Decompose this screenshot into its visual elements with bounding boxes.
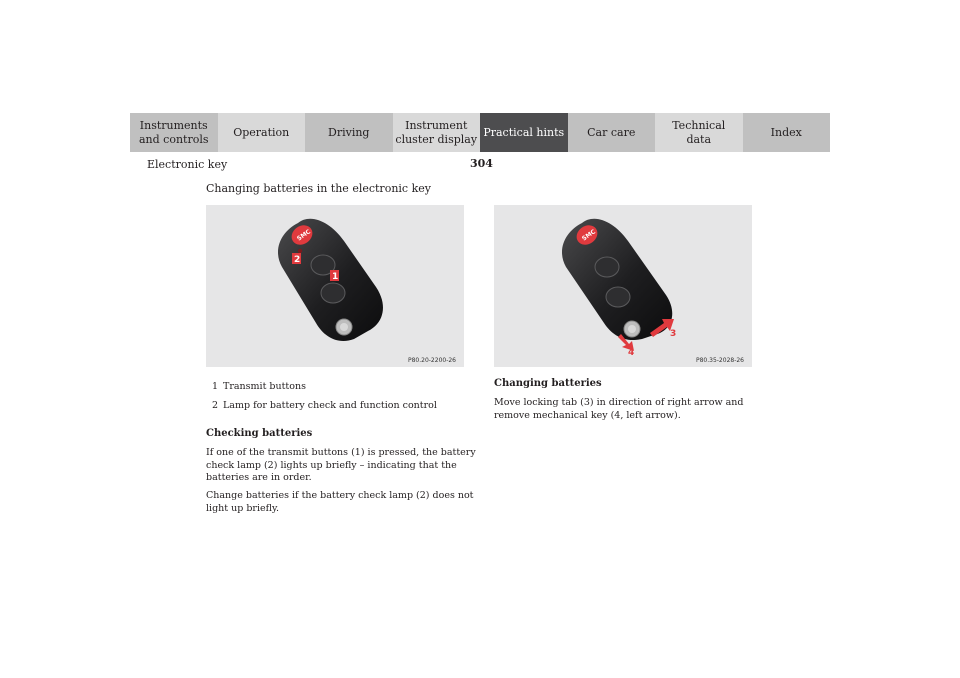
- figure-code: P80.35-2028-26: [695, 357, 744, 364]
- callout-2: 2: [294, 255, 301, 265]
- checking-paragraph-1: If one of the transmit buttons (1) is pressed, the battery check lamp (2) lights up briefly – indicating that the batteries are in order.: [206, 447, 476, 483]
- tab-index[interactable]: Index: [743, 113, 831, 152]
- tab-driving[interactable]: Driving: [305, 113, 393, 152]
- callout-1: 1: [332, 272, 339, 282]
- transmit-button-upper: [595, 257, 619, 277]
- legend-number: 1: [212, 381, 219, 392]
- svg-text:SMC: SMC: [295, 228, 312, 243]
- tab-instruments-and-controls[interactable]: Instruments and controls: [130, 113, 218, 152]
- page-number: 304: [470, 157, 493, 170]
- tab-car-care[interactable]: Car care: [568, 113, 656, 152]
- tab-practical-hints[interactable]: Practical hints: [480, 113, 568, 152]
- tab-operation[interactable]: Operation: [218, 113, 306, 152]
- figure-legend: [212, 377, 437, 415]
- legend-number: 2: [212, 400, 219, 411]
- svg-text:SMC: SMC: [580, 228, 597, 243]
- tab-technical-data[interactable]: Technical data: [655, 113, 743, 152]
- electronic-key-illustration: [206, 205, 464, 367]
- transmit-button-lower: [321, 283, 345, 303]
- key-photo-changing-batteries: [494, 205, 752, 367]
- legend-text: Lamp for battery check and function control: [223, 400, 437, 411]
- electronic-key-illustration: [494, 205, 752, 367]
- figure-code: P80.20-2200-26: [407, 357, 456, 364]
- chapter-tabs: [130, 113, 830, 152]
- checking-paragraph-2: Change batteries if the battery check lamp (2) does not light up briefly.: [206, 490, 474, 514]
- transmit-button-lower: [606, 287, 630, 307]
- checking-batteries-heading: Checking batteries: [206, 428, 313, 439]
- callout-4: 4: [628, 348, 635, 358]
- legend-text: Transmit buttons: [223, 381, 306, 392]
- running-header: Electronic key: [147, 158, 228, 171]
- changing-batteries-heading: Changing batteries: [494, 378, 602, 389]
- changing-paragraph: Move locking tab (3) in direction of right arrow and remove mechanical key (4, left arrow).: [494, 397, 744, 421]
- tab-instrument-cluster-display[interactable]: Instrument cluster display: [393, 113, 481, 152]
- key-photo-battery-check: [206, 205, 464, 367]
- section-title: Changing batteries in the electronic key: [206, 182, 431, 195]
- legend-item: [212, 377, 437, 396]
- legend-item: [212, 396, 437, 415]
- battery-check-lamp: [298, 249, 302, 253]
- callout-3: 3: [670, 329, 677, 339]
